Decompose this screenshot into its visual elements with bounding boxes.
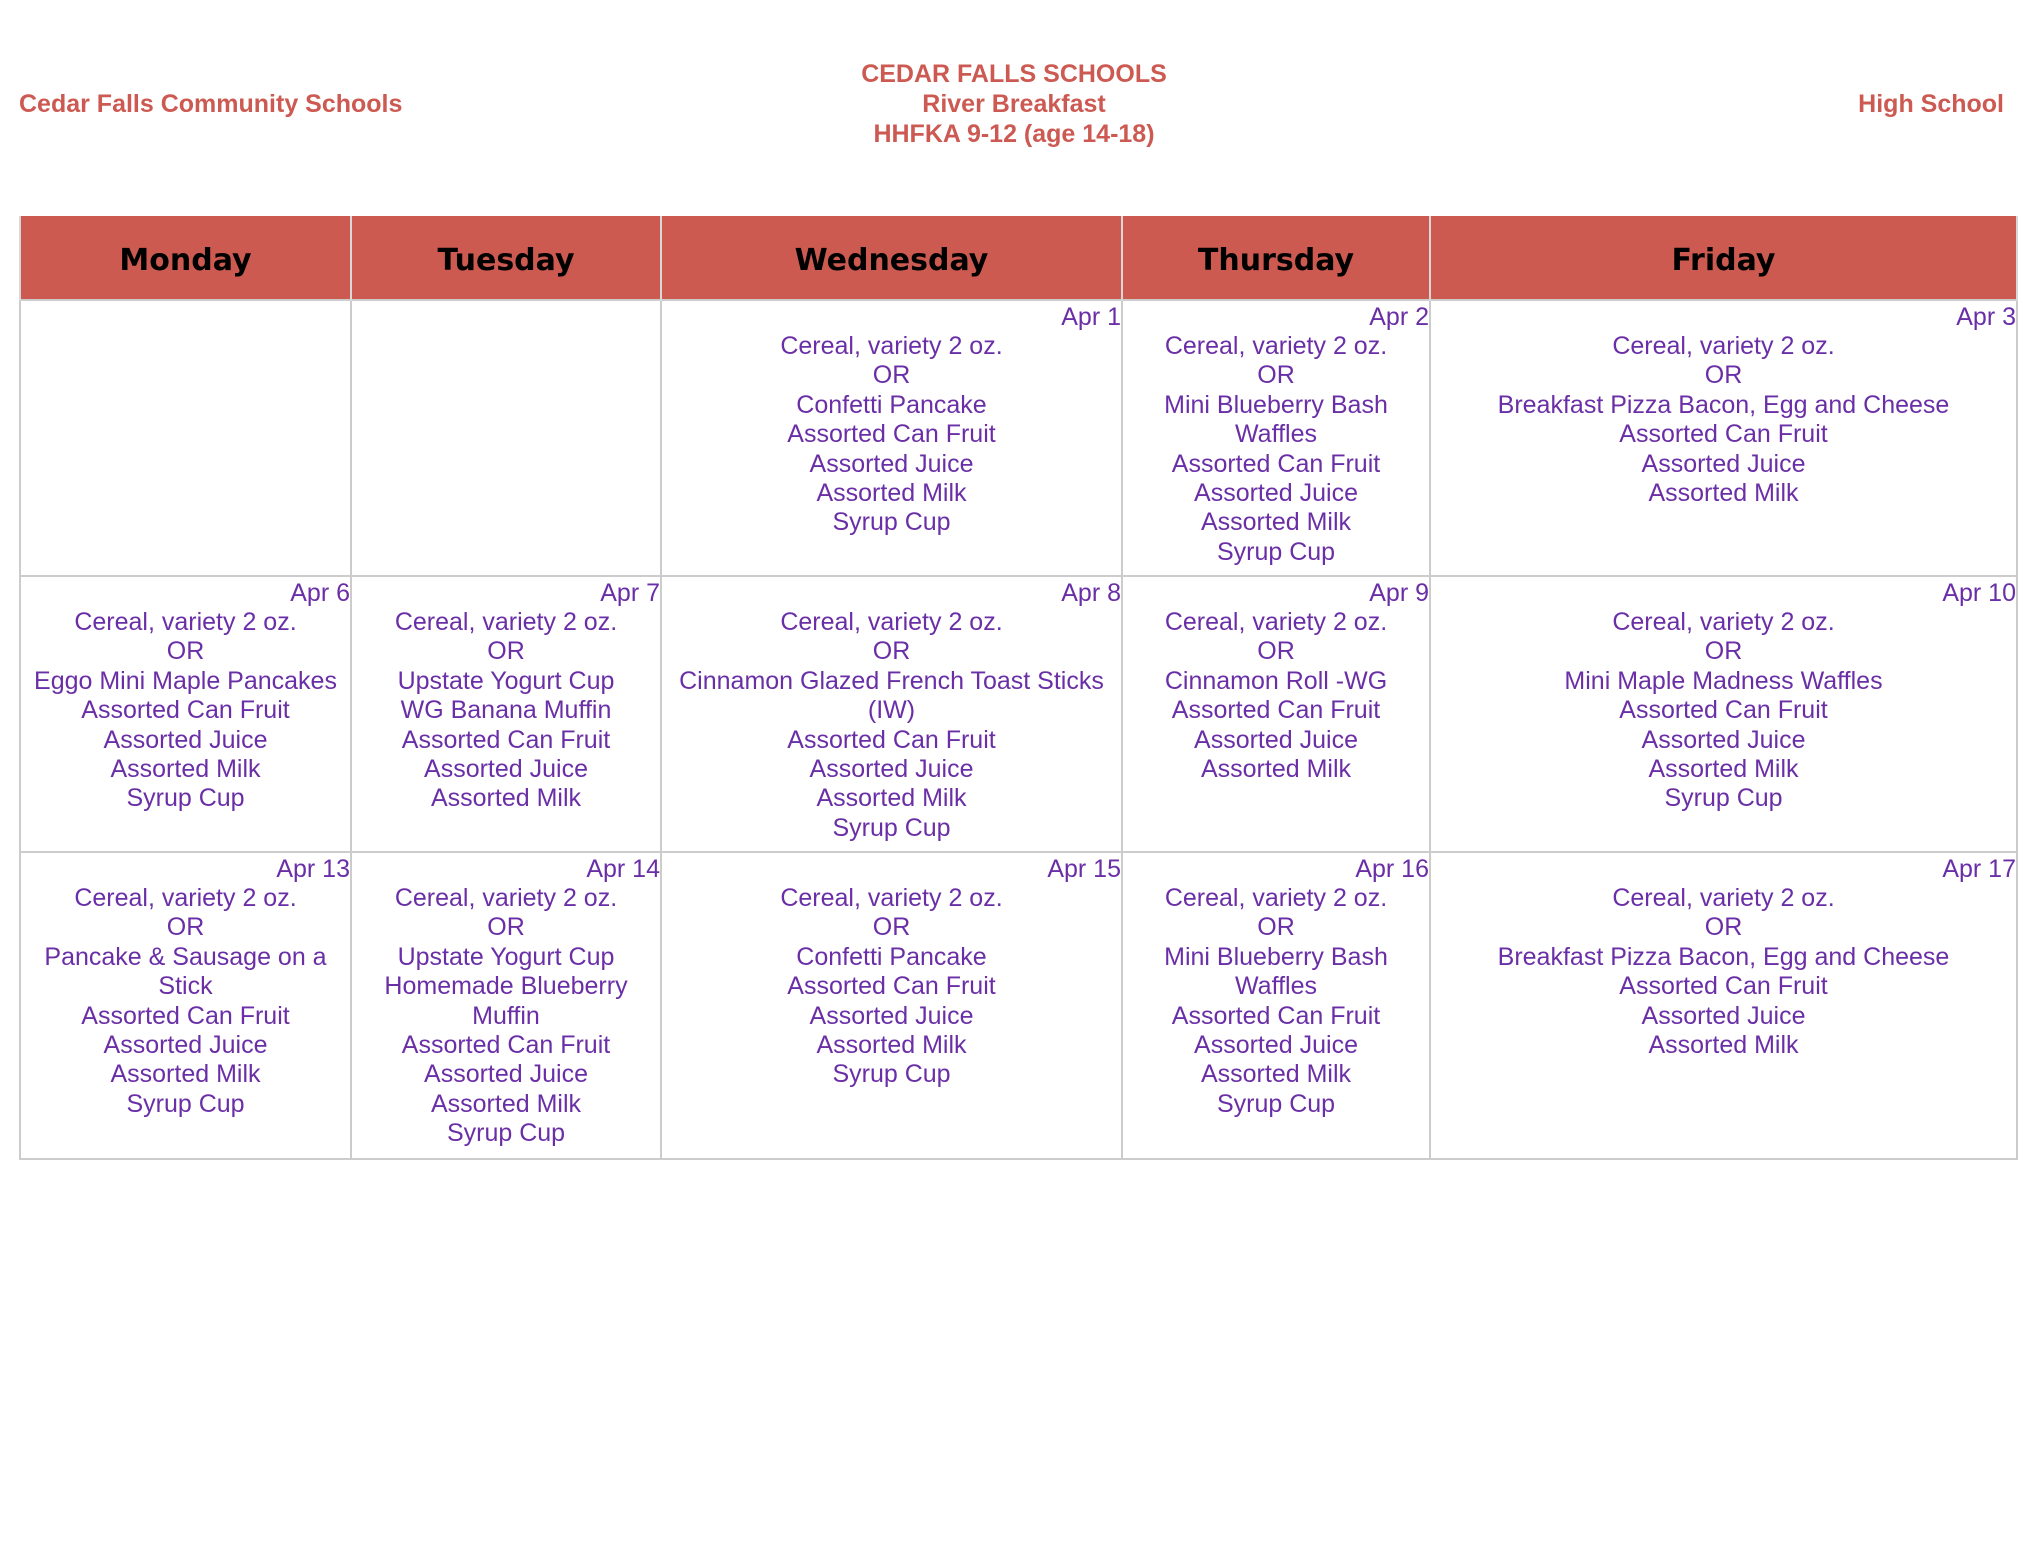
day-cell-monday <box>20 852 351 1159</box>
menu-item: Pancake & Sausage on a Stick <box>44 942 327 1001</box>
menu-item: Upstate Yogurt Cup <box>397 942 615 971</box>
day-date: Apr 9 <box>1369 579 1429 607</box>
day-cell-wednesday <box>661 576 1122 852</box>
day-cell-tuesday <box>351 852 661 1159</box>
menu-item: Cereal, variety 2 oz. <box>1164 884 1388 912</box>
week-row <box>20 576 2017 852</box>
menu-item: Assorted Juice <box>1641 725 1806 754</box>
menu-item: Syrup Cup <box>832 813 951 842</box>
menu-item: Cereal, variety 2 oz. <box>74 608 297 636</box>
menu-item: Cereal, variety 2 oz. <box>1612 332 1835 360</box>
menu-item: Assorted Milk <box>430 1089 582 1118</box>
menu-item: Assorted Can Fruit <box>787 725 996 754</box>
menu-item: Assorted Milk <box>110 755 261 784</box>
menu-item: Confetti Pancake <box>796 390 987 419</box>
day-cell-friday <box>1430 852 2017 1159</box>
day-date: Apr 3 <box>1956 303 2016 331</box>
menu-item: WG Banana Muffin <box>400 696 612 725</box>
day-date: Apr 15 <box>1047 855 1121 883</box>
menu-item: Cereal, variety 2 oz. <box>74 884 297 912</box>
menu-title-school: CEDAR FALLS SCHOOLS <box>861 60 1167 88</box>
menu-item: Assorted Can Fruit <box>1619 972 1828 1001</box>
menu-title-grade: HHFKA 9-12 (age 14-18) <box>873 120 1155 148</box>
day-cell-monday <box>20 576 351 852</box>
day-cell-tuesday <box>351 300 661 576</box>
menu-item: OR <box>1257 637 1295 666</box>
menu-item: Assorted Juice <box>103 1031 268 1060</box>
menu-item: OR <box>1704 637 1743 666</box>
menu-item: Cereal, variety 2 oz. <box>1164 608 1388 636</box>
menu-item: Assorted Juice <box>103 725 268 754</box>
menu-item: Syrup Cup <box>126 784 245 813</box>
menu-item: Cereal, variety 2 oz. <box>1612 608 1835 636</box>
day-header-friday: Friday <box>1430 216 2017 300</box>
day-date <box>352 301 660 332</box>
menu-item: Upstate Yogurt Cup <box>397 666 615 695</box>
menu-item: Cereal, variety 2 oz. <box>780 332 1003 360</box>
day-cell-friday <box>1430 300 2017 576</box>
menu-item: OR <box>487 637 525 666</box>
menu-item: Confetti Pancake <box>796 942 987 971</box>
menu-item: Assorted Juice <box>1194 725 1358 754</box>
day-cell-wednesday <box>661 300 1122 576</box>
day-date: Apr 10 <box>1942 579 2016 607</box>
menu-item: Mini Maple Madness Waffles <box>1564 666 1883 695</box>
day-header-wednesday: Wednesday <box>661 216 1122 300</box>
day-date: Apr 17 <box>1942 855 2016 883</box>
menu-item: Syrup Cup <box>126 1089 245 1118</box>
menu-item: Assorted Can Fruit <box>81 1001 290 1030</box>
menu-item: Assorted Milk <box>1648 479 1799 508</box>
menu-item: Assorted Juice <box>1641 449 1806 478</box>
menu-title-block <box>0 59 2028 149</box>
day-date: Apr 6 <box>290 579 350 607</box>
menu-item: Syrup Cup <box>1216 1089 1336 1118</box>
menu-item: Assorted Juice <box>809 755 974 784</box>
day-header-monday: Monday <box>20 216 351 300</box>
menu-item: Cereal, variety 2 oz. <box>1612 884 1835 912</box>
menu-item: Cereal, variety 2 oz. <box>780 884 1003 912</box>
menu-item: OR <box>1704 913 1743 942</box>
menu-item: Assorted Juice <box>424 1060 588 1089</box>
menu-item: Assorted Can Fruit <box>1171 696 1381 725</box>
menu-item: Mini Blueberry Bash Waffles <box>1164 390 1388 449</box>
menu-item: OR <box>166 913 205 942</box>
day-cell-thursday <box>1122 576 1430 852</box>
day-date: Apr 8 <box>1061 579 1121 607</box>
day-cell-tuesday <box>351 576 661 852</box>
menu-item: Assorted Milk <box>1200 755 1352 784</box>
menu-item: Cereal, variety 2 oz. <box>394 884 618 912</box>
menu-item: Assorted Milk <box>816 1031 967 1060</box>
menu-item: Cereal, variety 2 oz. <box>1164 332 1388 360</box>
menu-item: Assorted Milk <box>816 479 967 508</box>
menu-item: Assorted Juice <box>1194 1031 1358 1060</box>
day-date <box>21 301 350 332</box>
day-header-tuesday: Tuesday <box>351 216 661 300</box>
menu-item: Assorted Juice <box>424 755 588 784</box>
menu-item: Assorted Milk <box>1648 755 1799 784</box>
menu-item: Assorted Milk <box>1200 508 1352 537</box>
menu-item: Assorted Can Fruit <box>1619 420 1828 449</box>
menu-item: Mini Blueberry Bash Waffles <box>1164 942 1388 1001</box>
menu-item: Assorted Can Fruit <box>1171 449 1381 478</box>
day-cell-wednesday <box>661 852 1122 1159</box>
week-row <box>20 300 2017 576</box>
menu-item: OR <box>1704 361 1743 390</box>
menu-item: Assorted Juice <box>809 449 974 478</box>
menu-item: OR <box>872 913 911 942</box>
day-cell-friday <box>1430 576 2017 852</box>
district-name: Cedar Falls Community Schools <box>19 90 403 118</box>
menu-item: Assorted Can Fruit <box>1171 1001 1381 1030</box>
menu-item: Assorted Milk <box>816 784 967 813</box>
day-date: Apr 16 <box>1355 855 1429 883</box>
menu-item: Syrup Cup <box>832 508 951 537</box>
menu-item: Assorted Juice <box>809 1001 974 1030</box>
day-date: Apr 2 <box>1369 303 1429 331</box>
menu-item: OR <box>487 913 525 942</box>
menu-item: Assorted Juice <box>1194 479 1358 508</box>
menu-item: Syrup Cup <box>446 1119 566 1148</box>
menu-item: Syrup Cup <box>1216 537 1336 566</box>
menu-item: Assorted Milk <box>430 784 582 813</box>
day-date: Apr 7 <box>600 579 660 607</box>
menu-item: Assorted Can Fruit <box>81 696 290 725</box>
menu-item: Assorted Can Fruit <box>787 972 996 1001</box>
menu-item: Assorted Can Fruit <box>401 725 611 754</box>
menu-title-meal: River Breakfast <box>922 90 1106 118</box>
menu-item: Assorted Milk <box>1648 1031 1799 1060</box>
menu-item: Cinnamon Roll -WG <box>1164 666 1388 695</box>
menu-item: Assorted Milk <box>1200 1060 1352 1089</box>
menu-item: OR <box>872 361 911 390</box>
menu-item: Syrup Cup <box>1664 784 1783 813</box>
menu-item: Cereal, variety 2 oz. <box>780 608 1003 636</box>
menu-item: OR <box>1257 361 1295 390</box>
menu-item: Syrup Cup <box>832 1060 951 1089</box>
menu-item: OR <box>1257 913 1295 942</box>
day-cell-thursday <box>1122 852 1430 1159</box>
menu-calendar <box>19 216 2018 1160</box>
menu-item: Breakfast Pizza Bacon, Egg and Cheese <box>1497 390 1950 419</box>
menu-item: OR <box>872 637 911 666</box>
menu-item: Cereal, variety 2 oz. <box>394 608 618 636</box>
day-date: Apr 14 <box>586 855 660 883</box>
day-header-row <box>20 216 2017 300</box>
day-date: Apr 13 <box>276 855 350 883</box>
school-level: High School <box>1858 90 2004 118</box>
menu-item: Eggo Mini Maple Pancakes <box>34 666 337 695</box>
menu-item: OR <box>166 637 205 666</box>
menu-item: Assorted Milk <box>110 1060 261 1089</box>
menu-item: Assorted Can Fruit <box>401 1031 611 1060</box>
menu-item: Assorted Can Fruit <box>1619 696 1828 725</box>
day-cell-thursday <box>1122 300 1430 576</box>
menu-item: Assorted Juice <box>1641 1001 1806 1030</box>
menu-item: Assorted Can Fruit <box>787 420 996 449</box>
menu-item: Cinnamon Glazed French Toast Sticks (IW) <box>679 666 1104 725</box>
day-header-thursday: Thursday <box>1122 216 1430 300</box>
menu-item: Breakfast Pizza Bacon, Egg and Cheese <box>1497 942 1950 971</box>
menu-item: Homemade Blueberry Muffin <box>384 972 628 1030</box>
week-row <box>20 852 2017 1159</box>
day-date: Apr 1 <box>1061 303 1121 331</box>
day-cell-monday <box>20 300 351 576</box>
